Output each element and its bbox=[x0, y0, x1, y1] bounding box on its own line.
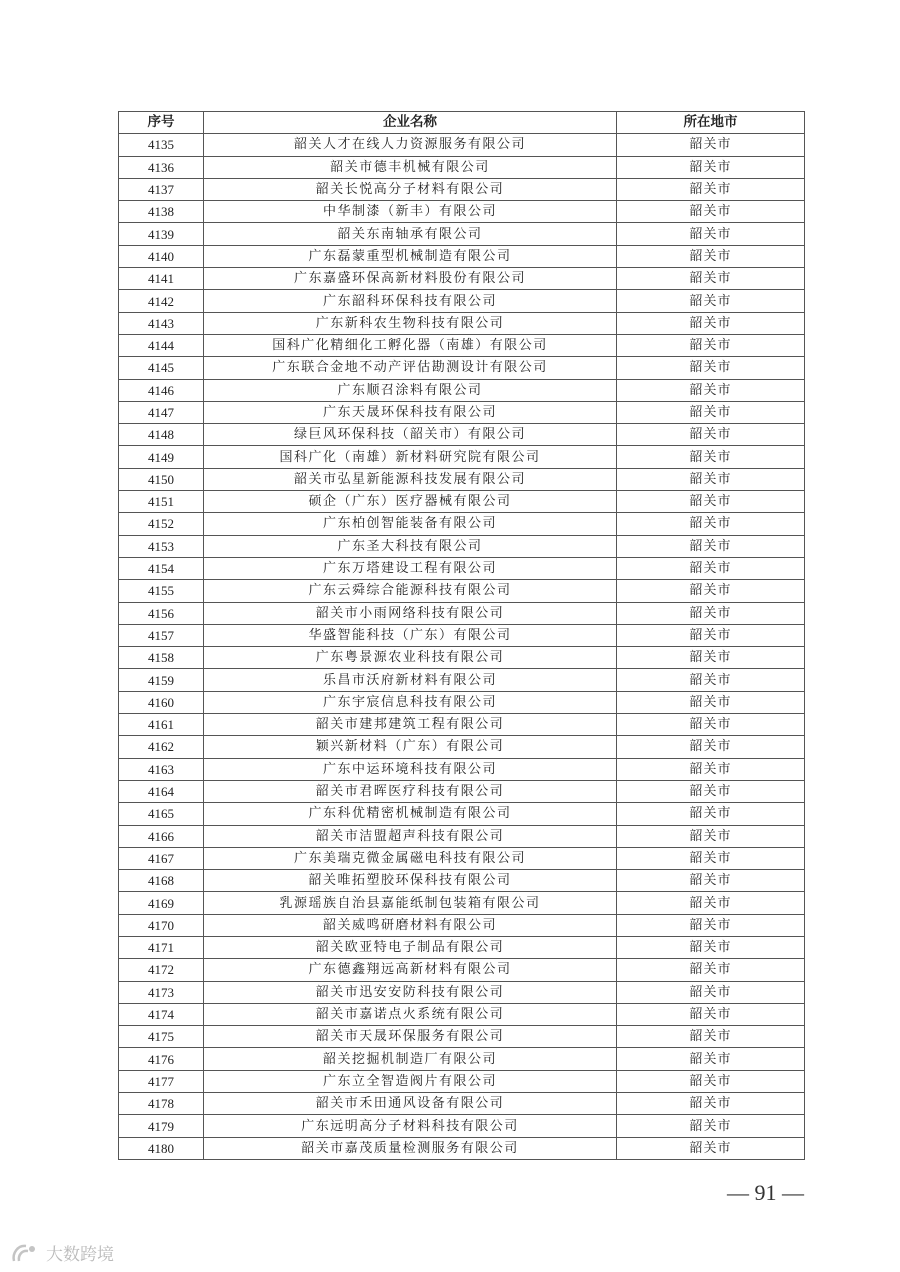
cell-serial-number: 4154 bbox=[119, 557, 204, 579]
cell-city: 韶关市 bbox=[617, 1070, 805, 1092]
cell-company-name: 广东远明高分子材料科技有限公司 bbox=[204, 1115, 617, 1137]
cell-city: 韶关市 bbox=[617, 201, 805, 223]
table-row bbox=[119, 669, 805, 691]
cell-city: 韶关市 bbox=[617, 758, 805, 780]
cell-company-name: 国科广化（南雄）新材料研究院有限公司 bbox=[204, 446, 617, 468]
table-row bbox=[119, 290, 805, 312]
watermark-text: 大数跨境 bbox=[46, 1245, 114, 1265]
cell-city: 韶关市 bbox=[617, 1003, 805, 1025]
cell-company-name: 广东立全智造阀片有限公司 bbox=[204, 1070, 617, 1092]
cell-company-name: 广东联合金地不动产评估勘测设计有限公司 bbox=[204, 357, 617, 379]
cell-serial-number: 4150 bbox=[119, 468, 204, 490]
cell-company-name: 广东磊蒙重型机械制造有限公司 bbox=[204, 245, 617, 267]
enterprise-table bbox=[118, 111, 805, 1160]
cell-city: 韶关市 bbox=[617, 602, 805, 624]
cell-company-name: 广东圣大科技有限公司 bbox=[204, 535, 617, 557]
cell-serial-number: 4176 bbox=[119, 1048, 204, 1070]
table-row bbox=[119, 424, 805, 446]
cell-company-name: 韶关市嘉茂质量检测服务有限公司 bbox=[204, 1137, 617, 1159]
cell-serial-number: 4141 bbox=[119, 268, 204, 290]
cell-city: 韶关市 bbox=[617, 357, 805, 379]
cell-company-name: 韶关挖掘机制造厂有限公司 bbox=[204, 1048, 617, 1070]
cell-company-name: 韶关市小雨网络科技有限公司 bbox=[204, 602, 617, 624]
cell-city: 韶关市 bbox=[617, 334, 805, 356]
cell-company-name: 韶关市君晖医疗科技有限公司 bbox=[204, 780, 617, 802]
cell-serial-number: 4162 bbox=[119, 736, 204, 758]
cell-city: 韶关市 bbox=[617, 647, 805, 669]
cell-serial-number: 4152 bbox=[119, 513, 204, 535]
cell-city: 韶关市 bbox=[617, 134, 805, 156]
cell-serial-number: 4149 bbox=[119, 446, 204, 468]
cell-serial-number: 4145 bbox=[119, 357, 204, 379]
table-row bbox=[119, 201, 805, 223]
cell-serial-number: 4137 bbox=[119, 178, 204, 200]
cell-serial-number: 4139 bbox=[119, 223, 204, 245]
cell-serial-number: 4147 bbox=[119, 401, 204, 423]
cell-serial-number: 4153 bbox=[119, 535, 204, 557]
cell-city: 韶关市 bbox=[617, 691, 805, 713]
cell-serial-number: 4135 bbox=[119, 134, 204, 156]
cell-city: 韶关市 bbox=[617, 446, 805, 468]
cell-serial-number: 4174 bbox=[119, 1003, 204, 1025]
cell-company-name: 广东柏创智能装备有限公司 bbox=[204, 513, 617, 535]
cell-company-name: 中华制漆（新丰）有限公司 bbox=[204, 201, 617, 223]
cell-serial-number: 4148 bbox=[119, 424, 204, 446]
cell-company-name: 华盛智能科技（广东）有限公司 bbox=[204, 624, 617, 646]
cell-city: 韶关市 bbox=[617, 624, 805, 646]
cell-serial-number: 4171 bbox=[119, 936, 204, 958]
cell-city: 韶关市 bbox=[617, 714, 805, 736]
cell-city: 韶关市 bbox=[617, 1048, 805, 1070]
table-row bbox=[119, 1026, 805, 1048]
cell-serial-number: 4170 bbox=[119, 914, 204, 936]
cell-city: 韶关市 bbox=[617, 513, 805, 535]
cell-company-name: 韶关市嘉诺点火系统有限公司 bbox=[204, 1003, 617, 1025]
cell-serial-number: 4166 bbox=[119, 825, 204, 847]
watermark-logo-icon bbox=[10, 1241, 40, 1265]
cell-city: 韶关市 bbox=[617, 892, 805, 914]
table-row bbox=[119, 268, 805, 290]
cell-city: 韶关市 bbox=[617, 825, 805, 847]
cell-company-name: 韶关市洁盟超声科技有限公司 bbox=[204, 825, 617, 847]
cell-company-name: 韶关欧亚特电子制品有限公司 bbox=[204, 936, 617, 958]
cell-company-name: 韶关市迅安安防科技有限公司 bbox=[204, 981, 617, 1003]
cell-city: 韶关市 bbox=[617, 379, 805, 401]
cell-company-name: 韶关市弘星新能源科技发展有限公司 bbox=[204, 468, 617, 490]
cell-serial-number: 4164 bbox=[119, 780, 204, 802]
cell-city: 韶关市 bbox=[617, 424, 805, 446]
cell-city: 韶关市 bbox=[617, 290, 805, 312]
cell-city: 韶关市 bbox=[617, 669, 805, 691]
cell-city: 韶关市 bbox=[617, 959, 805, 981]
cell-company-name: 广东科优精密机械制造有限公司 bbox=[204, 803, 617, 825]
cell-city: 韶关市 bbox=[617, 223, 805, 245]
cell-serial-number: 4175 bbox=[119, 1026, 204, 1048]
cell-company-name: 广东天晟环保科技有限公司 bbox=[204, 401, 617, 423]
cell-city: 韶关市 bbox=[617, 1093, 805, 1115]
table-row bbox=[119, 803, 805, 825]
table-row bbox=[119, 446, 805, 468]
table-row bbox=[119, 870, 805, 892]
cell-city: 韶关市 bbox=[617, 1137, 805, 1159]
table-row bbox=[119, 914, 805, 936]
table-row bbox=[119, 1003, 805, 1025]
cell-company-name: 韶关人才在线人力资源服务有限公司 bbox=[204, 134, 617, 156]
cell-company-name: 广东韶科环保科技有限公司 bbox=[204, 290, 617, 312]
cell-city: 韶关市 bbox=[617, 780, 805, 802]
cell-company-name: 广东宇宸信息科技有限公司 bbox=[204, 691, 617, 713]
header-company-name: 企业名称 bbox=[204, 112, 617, 134]
table-row bbox=[119, 1048, 805, 1070]
table-row bbox=[119, 134, 805, 156]
table-row bbox=[119, 1070, 805, 1092]
page-number: — 91 — bbox=[727, 1180, 804, 1205]
cell-city: 韶关市 bbox=[617, 803, 805, 825]
table-row bbox=[119, 714, 805, 736]
cell-serial-number: 4156 bbox=[119, 602, 204, 624]
table-row bbox=[119, 312, 805, 334]
table-row bbox=[119, 245, 805, 267]
cell-company-name: 广东万塔建设工程有限公司 bbox=[204, 557, 617, 579]
table-row bbox=[119, 468, 805, 490]
table-row bbox=[119, 223, 805, 245]
cell-company-name: 韶关长悦高分子材料有限公司 bbox=[204, 178, 617, 200]
table-row bbox=[119, 736, 805, 758]
table-row bbox=[119, 758, 805, 780]
cell-serial-number: 4161 bbox=[119, 714, 204, 736]
cell-serial-number: 4146 bbox=[119, 379, 204, 401]
table-row bbox=[119, 691, 805, 713]
cell-company-name: 韶关市建邦建筑工程有限公司 bbox=[204, 714, 617, 736]
cell-serial-number: 4157 bbox=[119, 624, 204, 646]
cell-serial-number: 4142 bbox=[119, 290, 204, 312]
cell-company-name: 广东嘉盛环保高新材料股份有限公司 bbox=[204, 268, 617, 290]
cell-city: 韶关市 bbox=[617, 312, 805, 334]
cell-city: 韶关市 bbox=[617, 981, 805, 1003]
cell-company-name: 乳源瑶族自治县嘉能纸制包装箱有限公司 bbox=[204, 892, 617, 914]
cell-company-name: 韶关唯拓塑胶环保科技有限公司 bbox=[204, 870, 617, 892]
cell-serial-number: 4144 bbox=[119, 334, 204, 356]
cell-city: 韶关市 bbox=[617, 178, 805, 200]
table-row bbox=[119, 780, 805, 802]
cell-serial-number: 4178 bbox=[119, 1093, 204, 1115]
table-row bbox=[119, 334, 805, 356]
cell-company-name: 广东新科农生物科技有限公司 bbox=[204, 312, 617, 334]
cell-serial-number: 4163 bbox=[119, 758, 204, 780]
table-row bbox=[119, 1093, 805, 1115]
cell-city: 韶关市 bbox=[617, 268, 805, 290]
cell-company-name: 广东云舜综合能源科技有限公司 bbox=[204, 580, 617, 602]
table-row bbox=[119, 647, 805, 669]
table-row bbox=[119, 1115, 805, 1137]
table-row bbox=[119, 513, 805, 535]
table-row bbox=[119, 892, 805, 914]
cell-city: 韶关市 bbox=[617, 535, 805, 557]
cell-company-name: 韶关市德丰机械有限公司 bbox=[204, 156, 617, 178]
cell-city: 韶关市 bbox=[617, 491, 805, 513]
cell-serial-number: 4136 bbox=[119, 156, 204, 178]
table-header-row bbox=[119, 112, 805, 134]
cell-serial-number: 4172 bbox=[119, 959, 204, 981]
cell-serial-number: 4169 bbox=[119, 892, 204, 914]
cell-serial-number: 4138 bbox=[119, 201, 204, 223]
cell-city: 韶关市 bbox=[617, 156, 805, 178]
cell-serial-number: 4179 bbox=[119, 1115, 204, 1137]
cell-city: 韶关市 bbox=[617, 245, 805, 267]
cell-company-name: 广东美瑞克微金属磁电科技有限公司 bbox=[204, 847, 617, 869]
cell-city: 韶关市 bbox=[617, 468, 805, 490]
cell-company-name: 广东粤景源农业科技有限公司 bbox=[204, 647, 617, 669]
cell-company-name: 广东中运环境科技有限公司 bbox=[204, 758, 617, 780]
table-row bbox=[119, 981, 805, 1003]
table-row bbox=[119, 557, 805, 579]
cell-company-name: 广东德鑫翔远高新材料有限公司 bbox=[204, 959, 617, 981]
table-body bbox=[119, 134, 805, 1160]
cell-city: 韶关市 bbox=[617, 870, 805, 892]
cell-serial-number: 4173 bbox=[119, 981, 204, 1003]
cell-company-name: 颖兴新材料（广东）有限公司 bbox=[204, 736, 617, 758]
cell-city: 韶关市 bbox=[617, 914, 805, 936]
cell-company-name: 国科广化精细化工孵化器（南雄）有限公司 bbox=[204, 334, 617, 356]
cell-serial-number: 4165 bbox=[119, 803, 204, 825]
cell-serial-number: 4155 bbox=[119, 580, 204, 602]
table-row bbox=[119, 379, 805, 401]
cell-company-name: 韶关市禾田通风设备有限公司 bbox=[204, 1093, 617, 1115]
table-row bbox=[119, 1137, 805, 1159]
cell-city: 韶关市 bbox=[617, 1115, 805, 1137]
header-serial-number: 序号 bbox=[119, 112, 204, 134]
table-row bbox=[119, 357, 805, 379]
table-row bbox=[119, 825, 805, 847]
cell-company-name: 乐昌市沃府新材料有限公司 bbox=[204, 669, 617, 691]
cell-serial-number: 4180 bbox=[119, 1137, 204, 1159]
cell-serial-number: 4160 bbox=[119, 691, 204, 713]
table-row bbox=[119, 936, 805, 958]
table-row bbox=[119, 156, 805, 178]
cell-serial-number: 4159 bbox=[119, 669, 204, 691]
table-row bbox=[119, 401, 805, 423]
cell-serial-number: 4158 bbox=[119, 647, 204, 669]
cell-serial-number: 4177 bbox=[119, 1070, 204, 1092]
cell-serial-number: 4167 bbox=[119, 847, 204, 869]
table-row bbox=[119, 491, 805, 513]
cell-company-name: 硕企（广东）医疗器械有限公司 bbox=[204, 491, 617, 513]
cell-company-name: 绿巨风环保科技（韶关市）有限公司 bbox=[204, 424, 617, 446]
cell-city: 韶关市 bbox=[617, 847, 805, 869]
cell-city: 韶关市 bbox=[617, 401, 805, 423]
table-row bbox=[119, 624, 805, 646]
table-row bbox=[119, 847, 805, 869]
cell-city: 韶关市 bbox=[617, 557, 805, 579]
cell-serial-number: 4140 bbox=[119, 245, 204, 267]
watermark bbox=[10, 1240, 114, 1265]
cell-serial-number: 4168 bbox=[119, 870, 204, 892]
cell-company-name: 广东顺召涂料有限公司 bbox=[204, 379, 617, 401]
table-row bbox=[119, 959, 805, 981]
table-row bbox=[119, 535, 805, 557]
table-row bbox=[119, 602, 805, 624]
table-row bbox=[119, 580, 805, 602]
table-row bbox=[119, 178, 805, 200]
cell-city: 韶关市 bbox=[617, 1026, 805, 1048]
cell-city: 韶关市 bbox=[617, 936, 805, 958]
cell-company-name: 韶关东南轴承有限公司 bbox=[204, 223, 617, 245]
cell-company-name: 韶关威鸣研磨材料有限公司 bbox=[204, 914, 617, 936]
cell-company-name: 韶关市天晟环保服务有限公司 bbox=[204, 1026, 617, 1048]
cell-serial-number: 4151 bbox=[119, 491, 204, 513]
cell-serial-number: 4143 bbox=[119, 312, 204, 334]
cell-city: 韶关市 bbox=[617, 736, 805, 758]
cell-city: 韶关市 bbox=[617, 580, 805, 602]
header-city: 所在地市 bbox=[617, 112, 805, 134]
